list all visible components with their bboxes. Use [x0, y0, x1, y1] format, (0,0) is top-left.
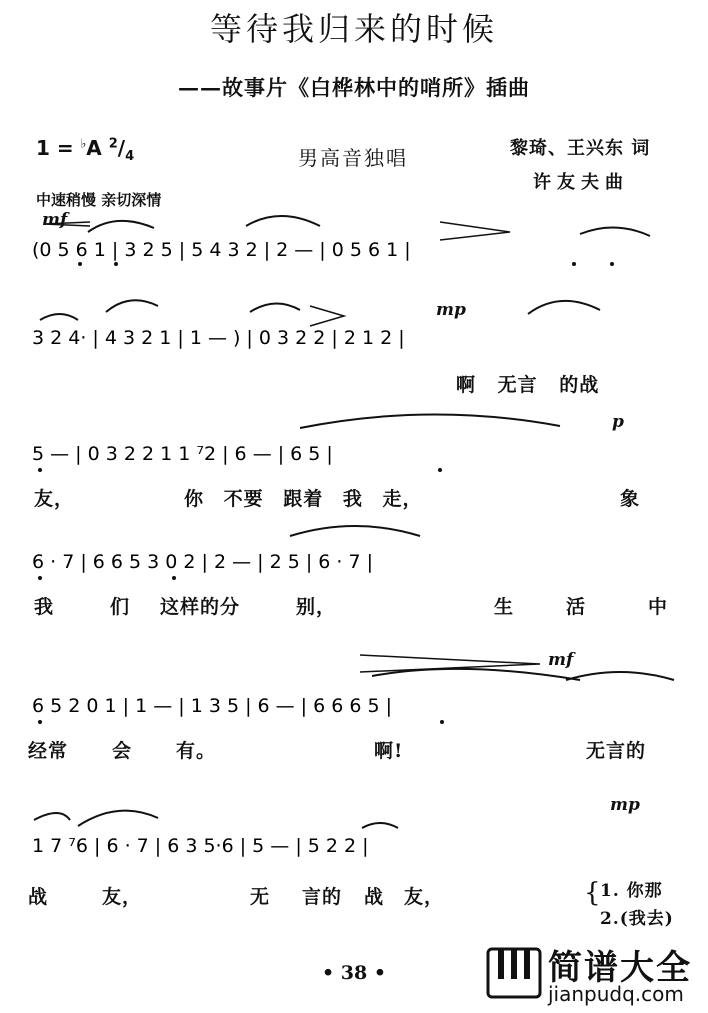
key-signature: 1 = ♭A $^2/_4$ [36, 136, 135, 164]
page-number: • 38 • [322, 962, 386, 984]
verse-mark-1: 1. 你那 [600, 881, 663, 901]
row-1-notes: (0 5 6 1 | 3 2 5 | 5 4 3 2 | 2 — | 0 5 6 1 | [32, 239, 411, 261]
row-4-lyric-g: 中 [648, 596, 669, 618]
watermark-url: jianpudq.com [548, 982, 684, 1006]
row-6-lyric-a: 战 [28, 886, 49, 908]
row-5-lyric-c: 有。 [176, 740, 217, 762]
song-subtitle: ——故事片《白桦林中的哨所》插曲 [178, 75, 530, 100]
row-5-lyric-e: 无言的 [586, 740, 647, 762]
dynamic-p: p [612, 412, 624, 432]
row-6-lyric-f: 友， [404, 886, 445, 908]
row-3-lyric-a: 友， [34, 488, 75, 510]
composer: 许友夫曲 [533, 172, 629, 193]
dynamic-mf-2: mf [548, 650, 574, 670]
notation-rows [32, 239, 411, 857]
row-6-lyric-b: 友， [102, 886, 143, 908]
row-5-lyric-b: 会 [112, 740, 133, 762]
row-5-lyric-d: 啊! [374, 740, 404, 762]
row-6-notes: 1 7 ⁷6 | 6 · 7 | 6 3 5·6 | 5 — | 5 2 2 | [32, 835, 369, 857]
row-3-lyric-c: 象 [620, 488, 641, 510]
row-3-lyric-b: 你 不要 跟着 我 走， [184, 488, 423, 510]
song-title: 等待我归来的时候 [209, 10, 498, 48]
voice-type: 男高音独唱 [298, 146, 408, 170]
dynamic-mp-2: mp [610, 795, 640, 815]
row-3-notes: 5 — | 0 3 2 2 1 1 ⁷2 | 6 — | 6 5 | [32, 443, 333, 465]
dynamic-mp-1: mp [436, 300, 466, 320]
row-5-lyric-a: 经常 [28, 740, 69, 762]
row-5-notes: 6 5 2 0 1 | 1 — | 1 3 5 | 6 — | 6 6 6 5 | [32, 695, 393, 717]
row-6-lyric-e: 战 [364, 886, 385, 908]
row-4-lyric-b: 们 [110, 596, 131, 618]
row-4-lyric-a: 我 [34, 596, 55, 618]
tempo-marking: 中速稍慢 亲切深情 [36, 191, 162, 209]
verse-mark-2: 2.(我去) [600, 909, 674, 929]
row-4-lyric-d: 别， [296, 596, 337, 618]
piano-keys-icon [486, 945, 542, 1001]
row-4-lyric-f: 活 [566, 596, 587, 618]
row-2-notes: 3 2 4· | 4 3 2 1 | 1 — ) | 0 3 2 2 | 2 1 2 | [32, 327, 405, 349]
row-2-lyrics: 啊 无言 的战 [456, 374, 600, 396]
lyricist: 黎琦、王兴东 词 [510, 138, 651, 159]
dynamic-mf-1: mf [42, 210, 68, 230]
row-6-lyric-d: 言的 [302, 886, 343, 908]
verse-brace: { [584, 878, 601, 908]
row-4-lyric-e: 生 [494, 596, 515, 618]
watermark-text: 简谱大全 [548, 948, 692, 988]
row-4-notes: 6 · 7 | 6 6 5 3 0 2 | 2 — | 2 5 | 6 · 7 | [32, 551, 374, 573]
row-6-lyric-c: 无 [250, 886, 271, 908]
row-4-lyric-c: 这样的分 [160, 596, 241, 618]
